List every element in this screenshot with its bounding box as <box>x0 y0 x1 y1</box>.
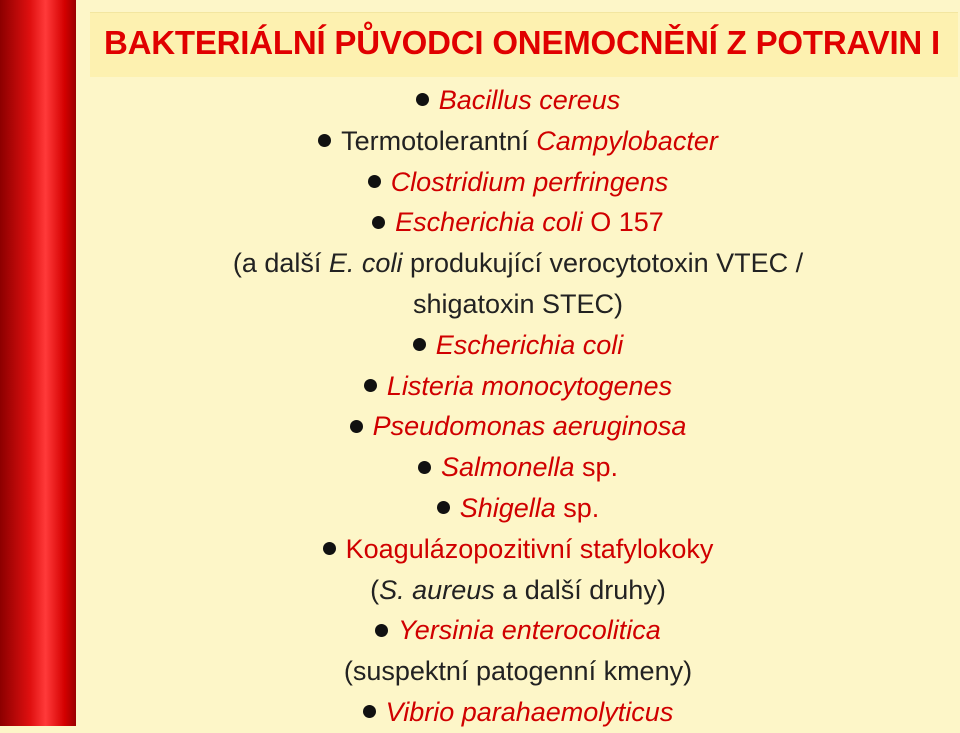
list-item-bacillus: Bacillus cereus <box>76 80 960 121</box>
bullet-dot-icon <box>323 542 336 555</box>
slide-title: BAKTERIÁLNÍ PŮVODCI ONEMOCNĚNÍ Z POTRAVIN I <box>104 24 940 61</box>
list-item-vtec-line2: shigatoxin STEC) <box>412 288 624 319</box>
bullet-dot-icon <box>368 175 381 188</box>
list-item-staph: Koagulázopozitivní stafylokoky <box>76 529 960 570</box>
bullet-dot-icon <box>418 461 431 474</box>
list-item-campylobacter: Termotolerantní Campylobacter <box>76 121 960 162</box>
bullet-dot-icon <box>416 93 429 106</box>
list-item-listeria: Listeria monocytogenes <box>76 366 960 407</box>
bullet-dot-icon <box>372 216 385 229</box>
list-item-ecoli-o157: Escherichia coli O 157 <box>76 202 960 243</box>
list-item-vtec-line1: (a další E. coli produkující verocytotoxin VTEC / <box>232 248 804 279</box>
list-item-staph-sub: (S. aureus a další druhy) <box>370 574 666 605</box>
bullet-dot-icon <box>364 379 377 392</box>
slide-content <box>76 80 960 733</box>
bullet-dot-icon <box>318 134 331 147</box>
list-item-ecoli: Escherichia coli <box>76 325 960 366</box>
bullet-dot-icon <box>413 338 426 351</box>
list-item-salmonella: Salmonella sp. <box>76 447 960 488</box>
bullet-dot-icon <box>375 624 388 637</box>
list-item-pseudomonas: Pseudomonas aeruginosa <box>76 406 960 447</box>
left-red-band <box>0 0 76 726</box>
bullet-dot-icon <box>363 705 376 718</box>
bullet-dot-icon <box>350 420 363 433</box>
list-item-yersinia: Yersinia enterocolitica <box>76 610 960 651</box>
list-item-clostridium: Clostridium perfringens <box>76 162 960 203</box>
bullet-dot-icon <box>437 501 450 514</box>
list-item-vibrio: Vibrio parahaemolyticus <box>76 692 960 733</box>
list-item-yersinia-sub: (suspektní patogenní kmeny) <box>343 656 693 687</box>
list-item-shigella: Shigella sp. <box>76 488 960 529</box>
